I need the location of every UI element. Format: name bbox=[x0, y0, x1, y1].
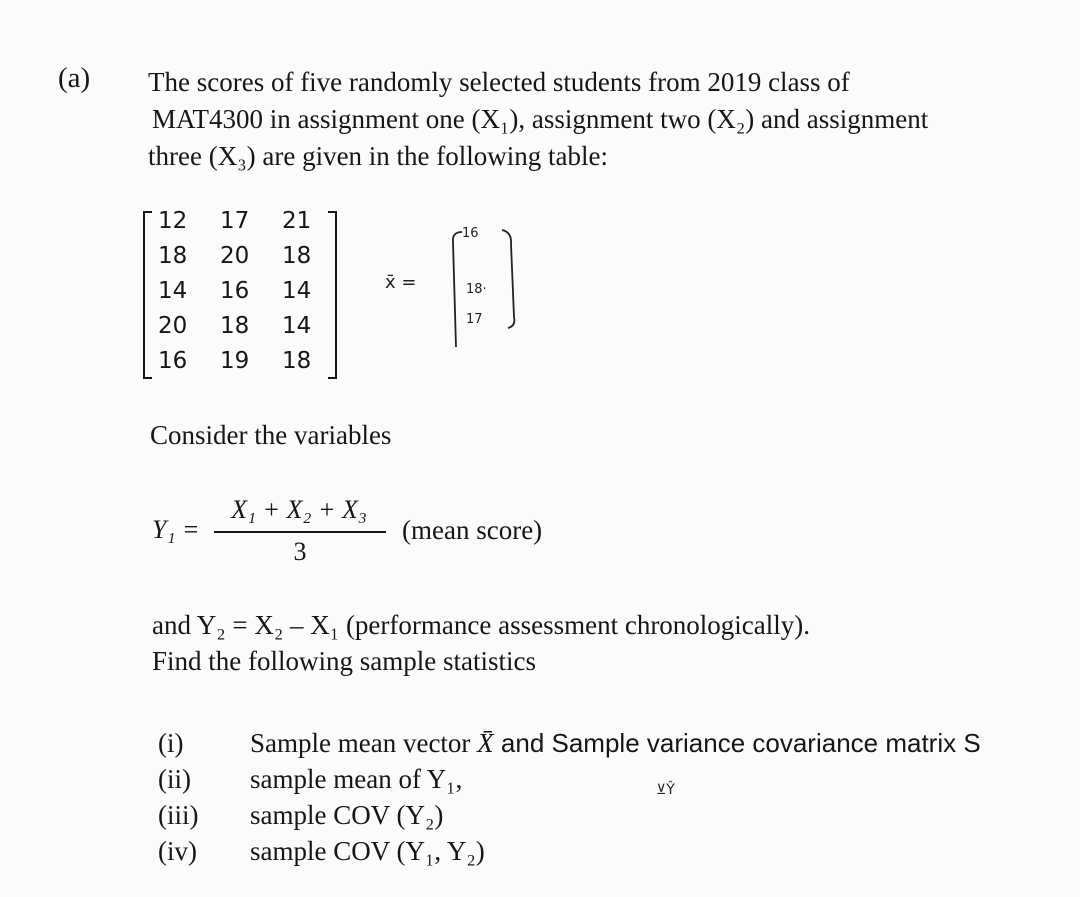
part-label: (a) bbox=[58, 62, 91, 94]
find-instruction: Find the following sample statistics bbox=[152, 646, 536, 676]
matrix-row bbox=[158, 208, 322, 234]
matrix-cell: 12 bbox=[158, 208, 188, 234]
item-number: (ii) bbox=[158, 764, 191, 794]
item-number: (iv) bbox=[158, 836, 197, 866]
item-text: sample COV (Y₁, Y₂) bbox=[250, 836, 485, 866]
matrix-row bbox=[158, 278, 322, 304]
matrix-cell: 21 bbox=[282, 208, 312, 234]
matrix-cell: 18 bbox=[282, 348, 312, 374]
matrix-cell: 18 bbox=[158, 243, 188, 269]
score-matrix bbox=[140, 208, 340, 383]
intro-line-1: The scores of five randomly selected students from 2019 class of bbox=[148, 67, 850, 97]
y1-equation bbox=[152, 495, 612, 575]
intro-line-3: three (X₃) are given in the following table: bbox=[148, 141, 609, 171]
handwritten-value: 18· bbox=[466, 282, 487, 297]
matrix-cell: 14 bbox=[282, 313, 312, 339]
fraction-bar bbox=[214, 531, 386, 533]
matrix-cell: 20 bbox=[220, 243, 250, 269]
matrix-row bbox=[158, 348, 322, 374]
matrix-cell: 18 bbox=[220, 313, 250, 339]
consider-text: Consider the variables bbox=[150, 420, 392, 450]
matrix-cell: 17 bbox=[220, 208, 250, 234]
matrix-cell: 18 bbox=[282, 243, 312, 269]
handwritten-value: 17 bbox=[466, 312, 483, 327]
matrix-cell: 16 bbox=[158, 348, 188, 374]
item-text: Sample mean vector X̄ and Sample variance covariance matrix S bbox=[250, 728, 981, 758]
matrix-cell: 16 bbox=[220, 278, 250, 304]
matrix-row bbox=[158, 313, 322, 339]
item-text: sample mean of Y₁, bbox=[250, 764, 463, 794]
equation-note: (mean score) bbox=[402, 515, 543, 545]
matrix-cell: 19 bbox=[220, 348, 250, 374]
y2-definition: and Y₂ = X₂ – X₁ (performance assessment chronologically). bbox=[152, 610, 811, 640]
equation-lhs: Y₁ = bbox=[152, 515, 200, 544]
intro-line-2: MAT4300 in assignment one (X₁), assignment two (X₂) and assignment bbox=[152, 104, 929, 134]
intro-paragraph bbox=[148, 64, 928, 175]
matrix-row bbox=[158, 243, 322, 269]
item-number: (i) bbox=[158, 728, 184, 758]
matrix-cell: 14 bbox=[282, 278, 312, 304]
handwritten-margin-note: ⊻Ŷ bbox=[656, 782, 675, 798]
equation-numerator: X₁ + X₂ + X₃ bbox=[231, 495, 367, 524]
handwritten-xbar-label: x̄ = bbox=[385, 272, 417, 293]
item-number: (iii) bbox=[158, 800, 199, 830]
handwritten-value: 16 bbox=[462, 226, 479, 241]
matrix-cell: 14 bbox=[158, 278, 188, 304]
matrix-cell: 20 bbox=[158, 313, 188, 339]
equation-denominator: 3 bbox=[293, 537, 307, 566]
item-text: sample COV (Y₂) bbox=[250, 800, 444, 830]
